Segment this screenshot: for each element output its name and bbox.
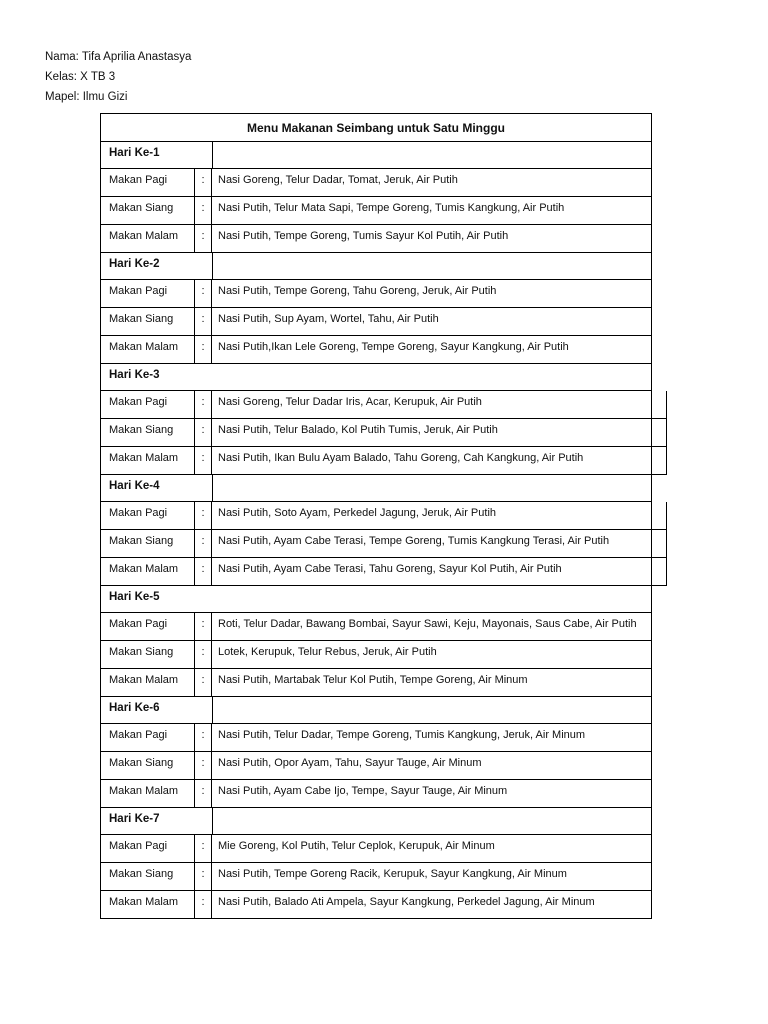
table-row (101, 169, 651, 197)
meal-menu: Nasi Putih, Balado Ati Ampela, Sayur Kangkung, Perkedel Jagung, Air Minum (218, 896, 595, 908)
table-row (101, 391, 666, 419)
colon-separator: : (195, 336, 212, 363)
meal-menu: Nasi Putih, Telur Mata Sapi, Tempe Goreng, Tumis Kangkung, Air Putih (218, 202, 565, 214)
meal-time: Makan Siang (101, 530, 195, 557)
colon-separator: : (195, 280, 212, 307)
table-row (101, 669, 651, 697)
meal-menu: Nasi Putih, Sup Ayam, Wortel, Tahu, Air Putih (218, 313, 439, 325)
meal-rows (101, 280, 651, 364)
meal-time: Makan Siang (101, 641, 195, 668)
colon-separator: : (195, 752, 212, 779)
student-name: Nama: Tifa Aprilia Anastasya (45, 51, 192, 63)
meal-menu: Nasi Goreng, Telur Dadar, Tomat, Jeruk, Air Putih (218, 174, 458, 186)
colon-separator: : (195, 419, 212, 446)
colon-separator: : (195, 724, 212, 751)
day-block (100, 364, 652, 475)
day-header (101, 586, 651, 613)
table-row (101, 724, 651, 752)
day-block (100, 808, 652, 919)
day-header (101, 808, 651, 835)
meal-time: Makan Siang (101, 197, 195, 224)
colon-separator: : (195, 225, 212, 252)
day-label: Hari Ke-7 (109, 813, 160, 825)
table-row (101, 308, 651, 336)
days-container (100, 142, 652, 919)
day-header (101, 697, 651, 724)
table-row (101, 891, 651, 919)
meal-time: Makan Pagi (101, 613, 195, 640)
table-row (101, 613, 651, 641)
meal-time: Makan Siang (101, 308, 195, 335)
meal-menu: Nasi Putih, Ayam Cabe Terasi, Tempe Goreng, Tumis Kangkung Terasi, Air Putih (218, 535, 610, 547)
day-header (101, 364, 651, 391)
meal-menu: Nasi Putih, Tempe Goreng, Tumis Sayur Kol Putih, Air Putih (218, 230, 509, 242)
day-header-spacer (212, 808, 651, 834)
meal-time: Makan Pagi (101, 724, 195, 751)
meal-menu: Nasi Goreng, Telur Dadar Iris, Acar, Kerupuk, Air Putih (218, 396, 482, 408)
meal-menu: Nasi Putih, Telur Balado, Kol Putih Tumis, Jeruk, Air Putih (218, 424, 498, 436)
meal-time: Makan Siang (101, 419, 195, 446)
meal-time: Makan Siang (101, 752, 195, 779)
table-row (101, 280, 651, 308)
day-header (101, 475, 651, 502)
meal-menu: Nasi Putih,Ikan Lele Goreng, Tempe Goreng, Sayur Kangkung, Air Putih (218, 341, 569, 353)
meal-time: Makan Pagi (101, 280, 195, 307)
table-row (101, 197, 651, 225)
day-block (100, 253, 652, 364)
meal-rows (101, 169, 651, 253)
meal-rows (101, 613, 651, 697)
meal-menu: Nasi Putih, Telur Dadar, Tempe Goreng, Tumis Kangkung, Jeruk, Air Minum (218, 729, 586, 741)
day-header-spacer (212, 142, 651, 168)
colon-separator: : (195, 502, 212, 529)
day-label: Hari Ke-4 (109, 480, 160, 492)
document-header (45, 47, 191, 107)
meal-time: Makan Pagi (101, 169, 195, 196)
weekly-menu-table (100, 113, 652, 919)
day-header-spacer (212, 697, 651, 723)
colon-separator: : (195, 641, 212, 668)
day-block (100, 586, 652, 697)
table-row (101, 835, 651, 863)
table-row (101, 641, 651, 669)
meal-menu: Nasi Putih, Opor Ayam, Tahu, Sayur Tauge, Air Minum (218, 757, 482, 769)
day-header-spacer (212, 475, 651, 501)
table-row (101, 780, 651, 808)
colon-separator: : (195, 308, 212, 335)
table-row (101, 863, 651, 891)
day-label: Hari Ke-5 (109, 591, 160, 603)
day-header-spacer (212, 364, 651, 390)
colon-separator: : (195, 197, 212, 224)
meal-time: Makan Malam (101, 225, 195, 252)
meal-menu: Nasi Putih, Martabak Telur Kol Putih, Tempe Goreng, Air Minum (218, 674, 528, 686)
day-label: Hari Ke-3 (109, 369, 160, 381)
colon-separator: : (195, 169, 212, 196)
meal-time: Makan Pagi (101, 835, 195, 862)
colon-separator: : (195, 558, 212, 585)
meal-menu: Nasi Putih, Ayam Cabe Ijo, Tempe, Sayur Tauge, Air Minum (218, 785, 508, 797)
day-label: Hari Ke-6 (109, 702, 160, 714)
table-row (101, 336, 651, 364)
day-header (101, 142, 651, 169)
meal-rows (101, 724, 651, 808)
colon-separator: : (195, 391, 212, 418)
meal-time: Makan Siang (101, 863, 195, 890)
day-label: Hari Ke-2 (109, 258, 160, 270)
student-class: Kelas: X TB 3 (45, 71, 116, 83)
table-row (101, 419, 666, 447)
colon-separator: : (195, 863, 212, 890)
table-row (101, 502, 666, 530)
meal-menu: Nasi Putih, Ayam Cabe Terasi, Tahu Goreng, Sayur Kol Putih, Air Putih (218, 563, 562, 575)
meal-time: Makan Pagi (101, 502, 195, 529)
meal-time: Makan Malam (101, 891, 195, 918)
table-row (101, 447, 666, 475)
colon-separator: : (195, 530, 212, 557)
colon-separator: : (195, 669, 212, 696)
table-title: Menu Makanan Seimbang untuk Satu Minggu (100, 113, 652, 142)
meal-time: Makan Pagi (101, 391, 195, 418)
day-header-spacer (212, 253, 651, 279)
meal-menu: Nasi Putih, Tempe Goreng, Tahu Goreng, Jeruk, Air Putih (218, 285, 497, 297)
meal-rows (101, 835, 651, 919)
meal-rows (101, 391, 667, 475)
table-row (101, 752, 651, 780)
table-row (101, 558, 666, 586)
meal-menu: Nasi Putih, Soto Ayam, Perkedel Jagung, Jeruk, Air Putih (218, 507, 497, 519)
meal-time: Makan Malam (101, 669, 195, 696)
day-block (100, 475, 652, 586)
meal-menu: Nasi Putih, Ikan Bulu Ayam Balado, Tahu Goreng, Cah Kangkung, Air Putih (218, 452, 584, 464)
meal-menu: Roti, Telur Dadar, Bawang Bombai, Sayur Sawi, Keju, Mayonais, Saus Cabe, Air Putih (218, 618, 637, 630)
colon-separator: : (195, 613, 212, 640)
meal-rows (101, 502, 667, 586)
day-label: Hari Ke-1 (109, 147, 160, 159)
meal-time: Makan Malam (101, 336, 195, 363)
meal-menu: Lotek, Kerupuk, Telur Rebus, Jeruk, Air Putih (218, 646, 437, 658)
day-block (100, 697, 652, 808)
day-block (100, 142, 652, 253)
meal-menu: Nasi Putih, Tempe Goreng Racik, Kerupuk, Sayur Kangkung, Air Minum (218, 868, 567, 880)
colon-separator: : (195, 447, 212, 474)
meal-time: Makan Malam (101, 780, 195, 807)
day-header-spacer (212, 586, 651, 612)
meal-time: Makan Malam (101, 447, 195, 474)
table-row (101, 530, 666, 558)
colon-separator: : (195, 780, 212, 807)
colon-separator: : (195, 891, 212, 918)
table-row (101, 225, 651, 253)
day-header (101, 253, 651, 280)
meal-time: Makan Malam (101, 558, 195, 585)
subject: Mapel: Ilmu Gizi (45, 91, 128, 103)
colon-separator: : (195, 835, 212, 862)
meal-menu: Mie Goreng, Kol Putih, Telur Ceplok, Kerupuk, Air Minum (218, 840, 495, 852)
